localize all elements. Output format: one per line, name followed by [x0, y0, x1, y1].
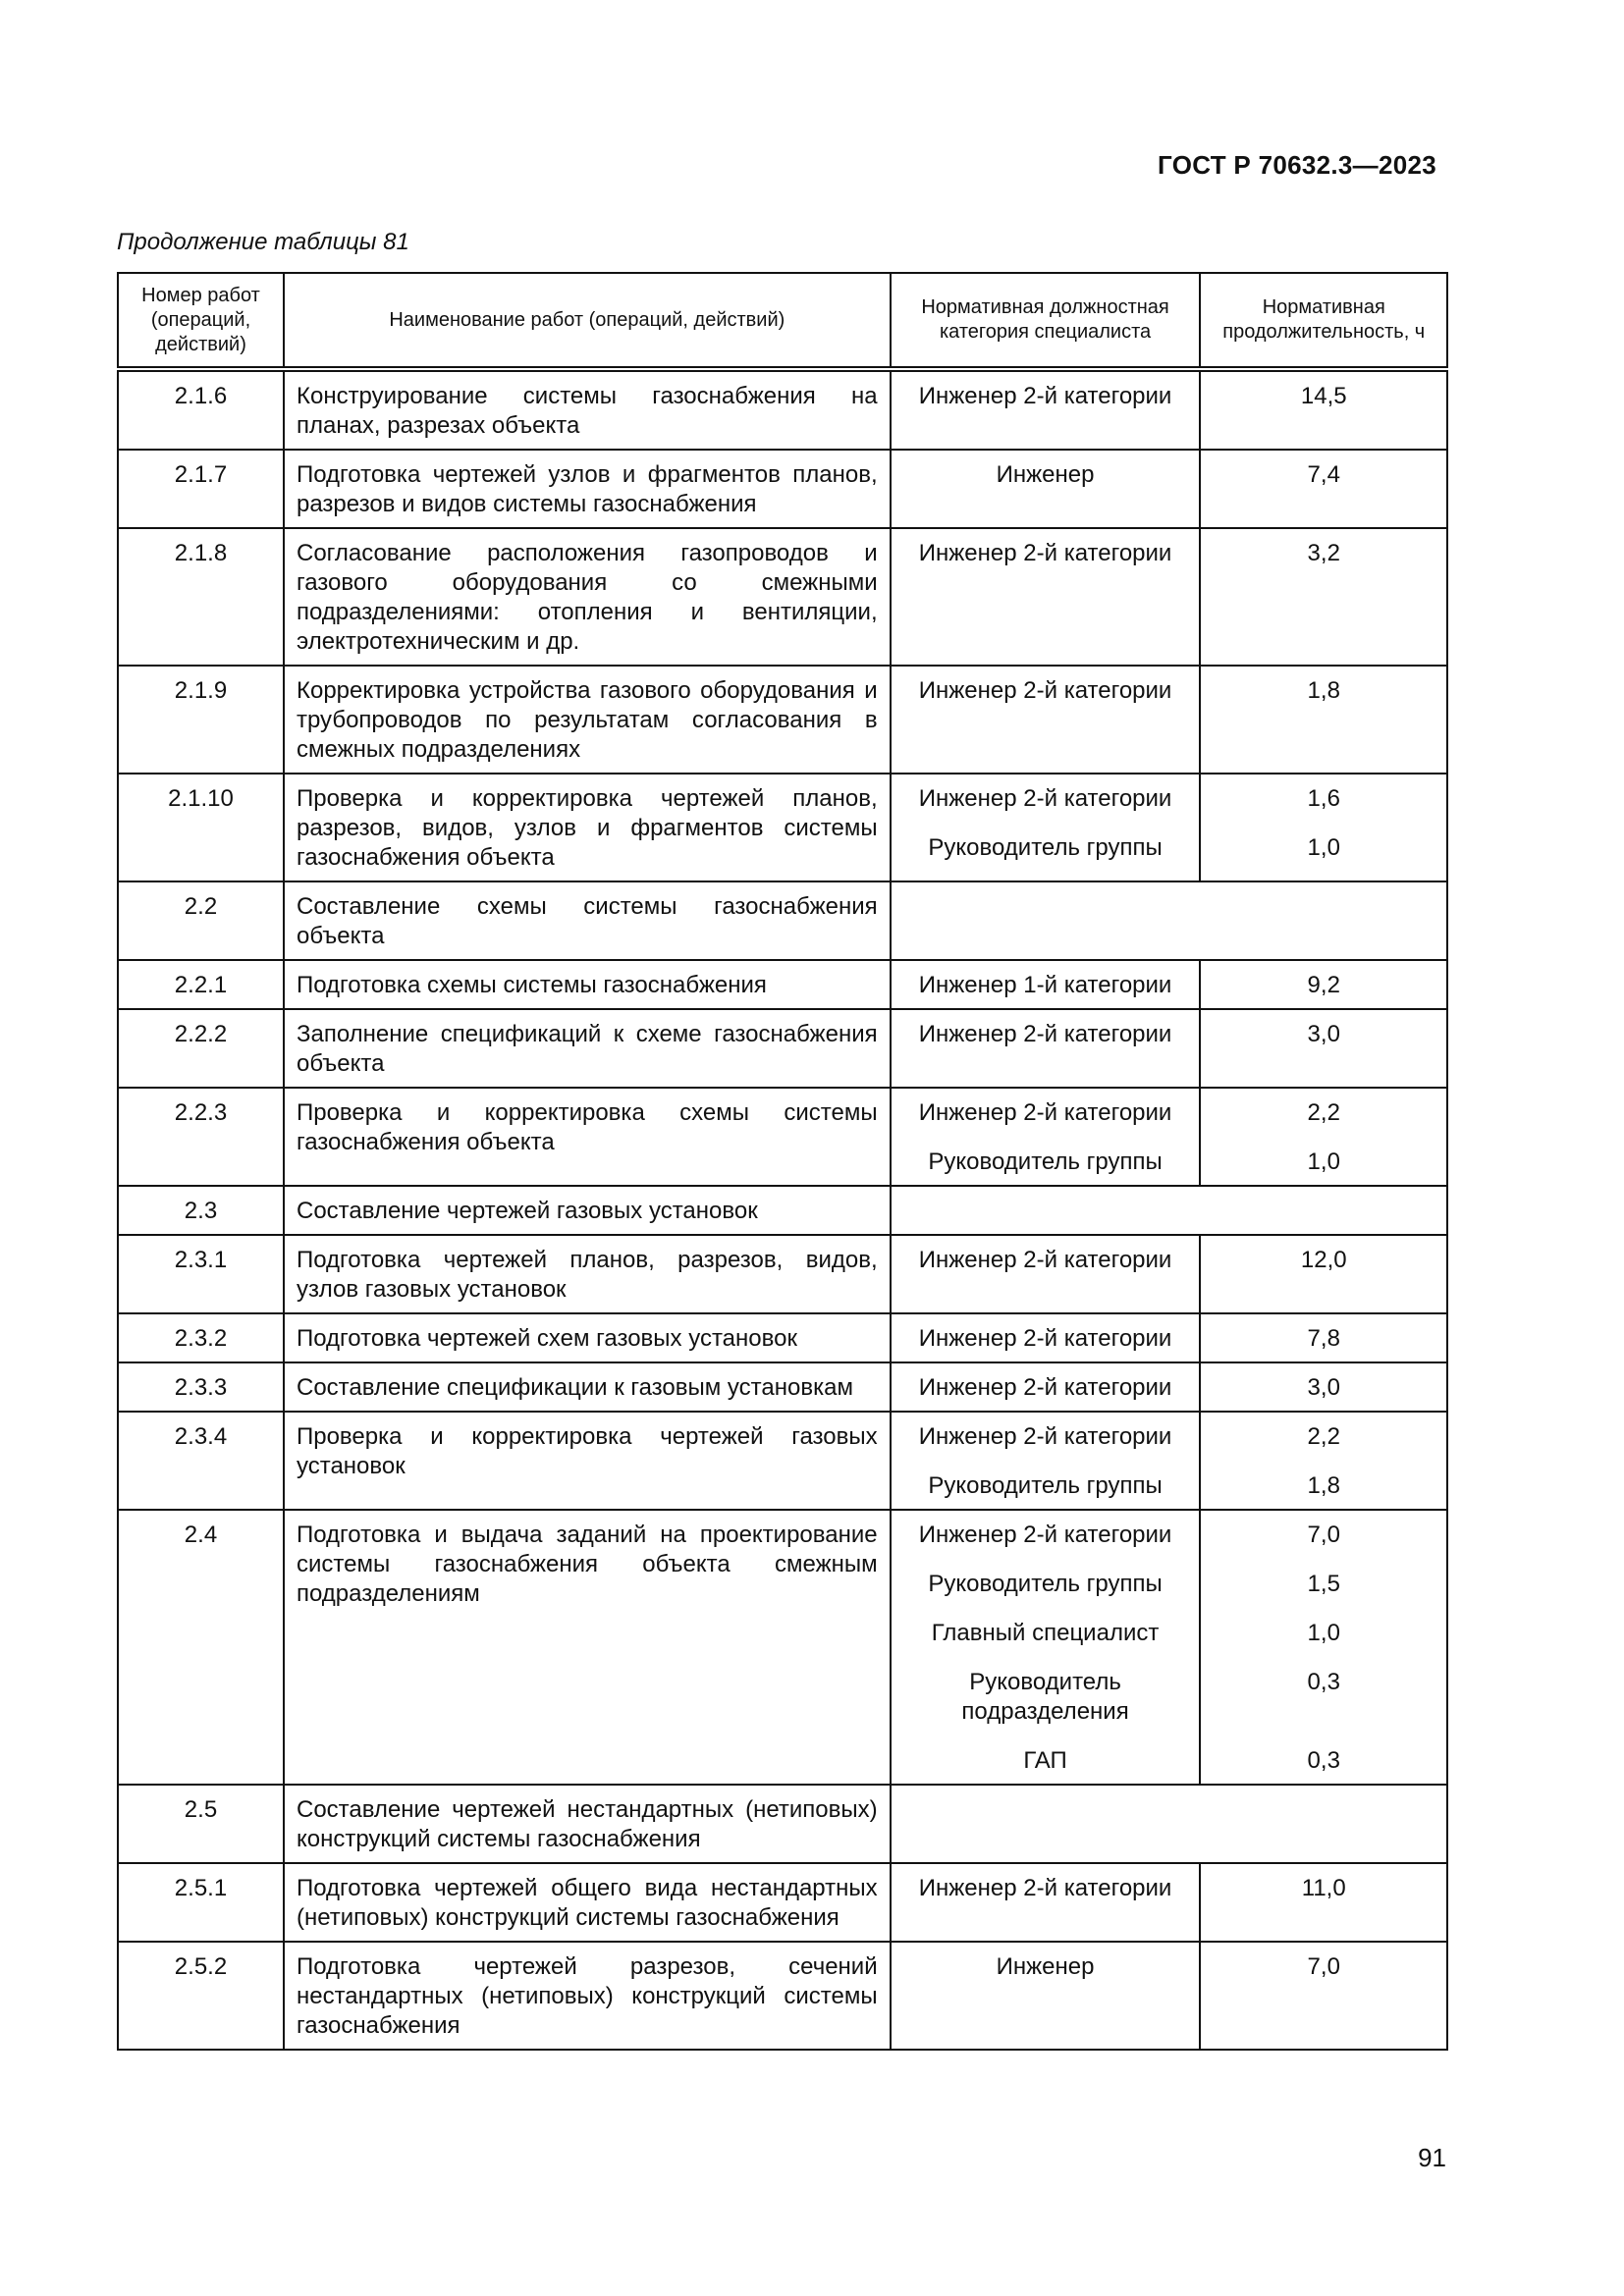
duration-value: 2,2 [1307, 1099, 1340, 1126]
work-number-cell: 2.3.3 [118, 1362, 284, 1412]
duration-value: 7,0 [1307, 1522, 1340, 1548]
duration-cell [1200, 1362, 1447, 1412]
specialist-category: Инженер 2-й категории [918, 1875, 1172, 1901]
specialist-category-cell [891, 450, 1201, 528]
specialist-category: Инженер 2-й категории [918, 1021, 1172, 1047]
specialist-category: Инженер 2-й категории [918, 1099, 1172, 1126]
specialist-category: Главный специалист [931, 1620, 1160, 1646]
empty-merged-cell [891, 1785, 1447, 1863]
work-number-cell: 2.3.2 [118, 1313, 284, 1362]
column-header-number: Номер работ (операций, действий) [118, 273, 284, 369]
specialist-category: Руководитель группы [928, 1472, 1163, 1499]
duration-value: 1,5 [1307, 1571, 1340, 1597]
specialist-category: Инженер 2-й категории [918, 1374, 1172, 1401]
duration-cell [1200, 450, 1447, 528]
work-name-cell: Подготовка чертежей узлов и фрагментов планов, разрезов и видов системы газоснабжения [284, 450, 891, 528]
norms-table [117, 272, 1448, 2051]
specialist-category-cell [891, 1863, 1201, 1942]
duration-value: 9,2 [1307, 972, 1340, 998]
duration-value: 3,0 [1307, 1374, 1340, 1401]
work-name-cell: Проверка и корректировка схемы системы газоснабжения объекта [284, 1088, 891, 1186]
specialist-category: Инженер 2-й категории [918, 1325, 1172, 1352]
specialist-category: Инженер 1-й категории [918, 972, 1172, 998]
specialist-category: ГАП [1023, 1747, 1067, 1774]
work-name-cell: Составление схемы системы газоснабжения объекта [284, 881, 891, 960]
empty-merged-cell [891, 1186, 1447, 1235]
duration-cell [1200, 666, 1447, 774]
column-header-duration: Нормативная продолжительность, ч [1200, 273, 1447, 369]
work-number-cell: 2.1.9 [118, 666, 284, 774]
duration-cell [1200, 1863, 1447, 1942]
duration-value: 1,0 [1307, 1148, 1340, 1175]
table-row [118, 1942, 1447, 2050]
duration-cell [1200, 1235, 1447, 1313]
specialist-category-cell [891, 1510, 1201, 1785]
duration-value: 0,3 [1307, 1669, 1340, 1695]
duration-value: 2,2 [1307, 1423, 1340, 1450]
specialist-category: Инженер [996, 461, 1095, 488]
work-number-cell: 2.2.2 [118, 1009, 284, 1088]
specialist-category-cell [891, 1009, 1201, 1088]
work-name-cell: Конструирование системы газоснабжения на планах, разрезах объекта [284, 369, 891, 450]
duration-value: 1,8 [1307, 1472, 1340, 1499]
work-number-cell: 2.3.4 [118, 1412, 284, 1510]
table-row [118, 1863, 1447, 1942]
table-row [118, 1009, 1447, 1088]
table-caption: Продолжение таблицы 81 [117, 229, 409, 255]
table-row [118, 1235, 1447, 1313]
duration-cell [1200, 1009, 1447, 1088]
work-number-cell: 2.1.8 [118, 528, 284, 666]
work-name-cell: Составление спецификации к газовым установкам [284, 1362, 891, 1412]
duration-value: 7,0 [1307, 1953, 1340, 1980]
duration-value: 11,0 [1301, 1875, 1346, 1901]
duration-value: 3,2 [1307, 540, 1340, 566]
specialist-category: Руководитель группы [928, 834, 1163, 861]
work-name-cell: Составление чертежей нестандартных (нетиповых) конструкций системы газоснабжения [284, 1785, 891, 1863]
table-row [118, 1510, 1447, 1785]
specialist-category-cell [891, 1235, 1201, 1313]
duration-cell [1200, 528, 1447, 666]
specialist-category: Инженер 2-й категории [918, 1247, 1172, 1273]
work-name-cell: Корректировка устройства газового оборудования и трубопроводов по результатам согласования в смежных подразделениях [284, 666, 891, 774]
specialist-category-cell [891, 960, 1201, 1009]
specialist-category-cell [891, 666, 1201, 774]
duration-value: 1,6 [1307, 785, 1340, 812]
document-standard-header: ГОСТ Р 70632.3—2023 [1158, 150, 1436, 180]
work-name-cell: Подготовка схемы системы газоснабжения [284, 960, 891, 1009]
work-number-cell: 2.2.3 [118, 1088, 284, 1186]
work-name-cell: Согласование расположения газопроводов и газового оборудования со смежными подразделениями: отопления и вентиляции, электротехническим и др. [284, 528, 891, 666]
duration-value: 1,0 [1307, 1620, 1340, 1646]
work-number-cell: 2.5 [118, 1785, 284, 1863]
specialist-category-cell [891, 1088, 1201, 1186]
work-number-cell: 2.5.2 [118, 1942, 284, 2050]
table-row [118, 1362, 1447, 1412]
table-row [118, 369, 1447, 450]
table-row [118, 774, 1447, 881]
table-row [118, 960, 1447, 1009]
specialist-category: Инженер 2-й категории [918, 785, 1172, 812]
specialist-category-cell [891, 1942, 1201, 2050]
table-row [118, 450, 1447, 528]
duration-cell [1200, 369, 1447, 450]
duration-cell [1200, 1942, 1447, 2050]
column-header-name: Наименование работ (операций, действий) [284, 273, 891, 369]
specialist-category: Руководитель группы [928, 1148, 1163, 1175]
table-row [118, 1313, 1447, 1362]
duration-cell [1200, 1412, 1447, 1510]
page-number: 91 [1418, 2143, 1446, 2172]
work-number-cell: 2.4 [118, 1510, 284, 1785]
table-row [118, 881, 1447, 960]
work-name-cell: Подготовка чертежей разрезов, сечений нестандартных (нетиповых) конструкций системы газоснабжения [284, 1942, 891, 2050]
table-row [118, 528, 1447, 666]
duration-cell [1200, 774, 1447, 881]
specialist-category: Инженер 2-й категории [918, 677, 1172, 704]
work-number-cell: 2.2 [118, 881, 284, 960]
duration-value: 12,0 [1300, 1247, 1347, 1273]
specialist-category-cell [891, 1362, 1201, 1412]
table-row [118, 1186, 1447, 1235]
specialist-category-cell [891, 1412, 1201, 1510]
duration-value: 3,0 [1307, 1021, 1340, 1047]
work-number-cell: 2.1.7 [118, 450, 284, 528]
table-row [118, 1785, 1447, 1863]
specialist-category-cell [891, 1313, 1201, 1362]
duration-value: 1,8 [1307, 677, 1340, 704]
work-name-cell: Подготовка и выдача заданий на проектирование системы газоснабжения объекта смежным подразделениям [284, 1510, 891, 1785]
table-row [118, 1088, 1447, 1186]
work-number-cell: 2.1.10 [118, 774, 284, 881]
duration-value: 1,0 [1307, 834, 1340, 861]
work-number-cell: 2.3.1 [118, 1235, 284, 1313]
work-name-cell: Составление чертежей газовых установок [284, 1186, 891, 1235]
work-number-cell: 2.3 [118, 1186, 284, 1235]
specialist-category-cell [891, 774, 1201, 881]
duration-cell [1200, 960, 1447, 1009]
work-number-cell: 2.1.6 [118, 369, 284, 450]
specialist-category: Инженер 2-й категории [918, 1423, 1172, 1450]
table-row [118, 666, 1447, 774]
table-row [118, 1412, 1447, 1510]
duration-value: 0,3 [1307, 1747, 1340, 1774]
specialist-category-cell [891, 369, 1201, 450]
specialist-category: Инженер 2-й категории [918, 383, 1172, 409]
work-name-cell: Подготовка чертежей общего вида нестандартных (нетиповых) конструкций системы газоснабжения [284, 1863, 891, 1942]
work-number-cell: 2.5.1 [118, 1863, 284, 1942]
specialist-category: Инженер [996, 1953, 1095, 1980]
work-name-cell: Подготовка чертежей схем газовых установок [284, 1313, 891, 1362]
duration-cell [1200, 1313, 1447, 1362]
table-header-row [118, 273, 1447, 369]
duration-value: 14,5 [1300, 383, 1347, 409]
duration-cell [1200, 1088, 1447, 1186]
work-name-cell: Подготовка чертежей планов, разрезов, видов, узлов газовых установок [284, 1235, 891, 1313]
specialist-category: Инженер 2-й категории [918, 540, 1172, 566]
column-header-category: Нормативная должностная категория специалиста [891, 273, 1201, 369]
specialist-category: Руководитель группы [928, 1571, 1163, 1597]
empty-merged-cell [891, 881, 1447, 960]
duration-cell [1200, 1510, 1447, 1785]
duration-value: 7,4 [1307, 461, 1340, 488]
specialist-category: Инженер 2-й категории [918, 1522, 1172, 1548]
work-number-cell: 2.2.1 [118, 960, 284, 1009]
work-name-cell: Проверка и корректировка чертежей планов, разрезов, видов, узлов и фрагментов системы газоснабжения объекта [284, 774, 891, 881]
specialist-category: Руководитель подразделения [961, 1669, 1129, 1725]
table-body [118, 369, 1447, 2050]
work-name-cell: Заполнение спецификаций к схеме газоснабжения объекта [284, 1009, 891, 1088]
specialist-category-cell [891, 528, 1201, 666]
duration-value: 7,8 [1307, 1325, 1340, 1352]
work-name-cell: Проверка и корректировка чертежей газовых установок [284, 1412, 891, 1510]
